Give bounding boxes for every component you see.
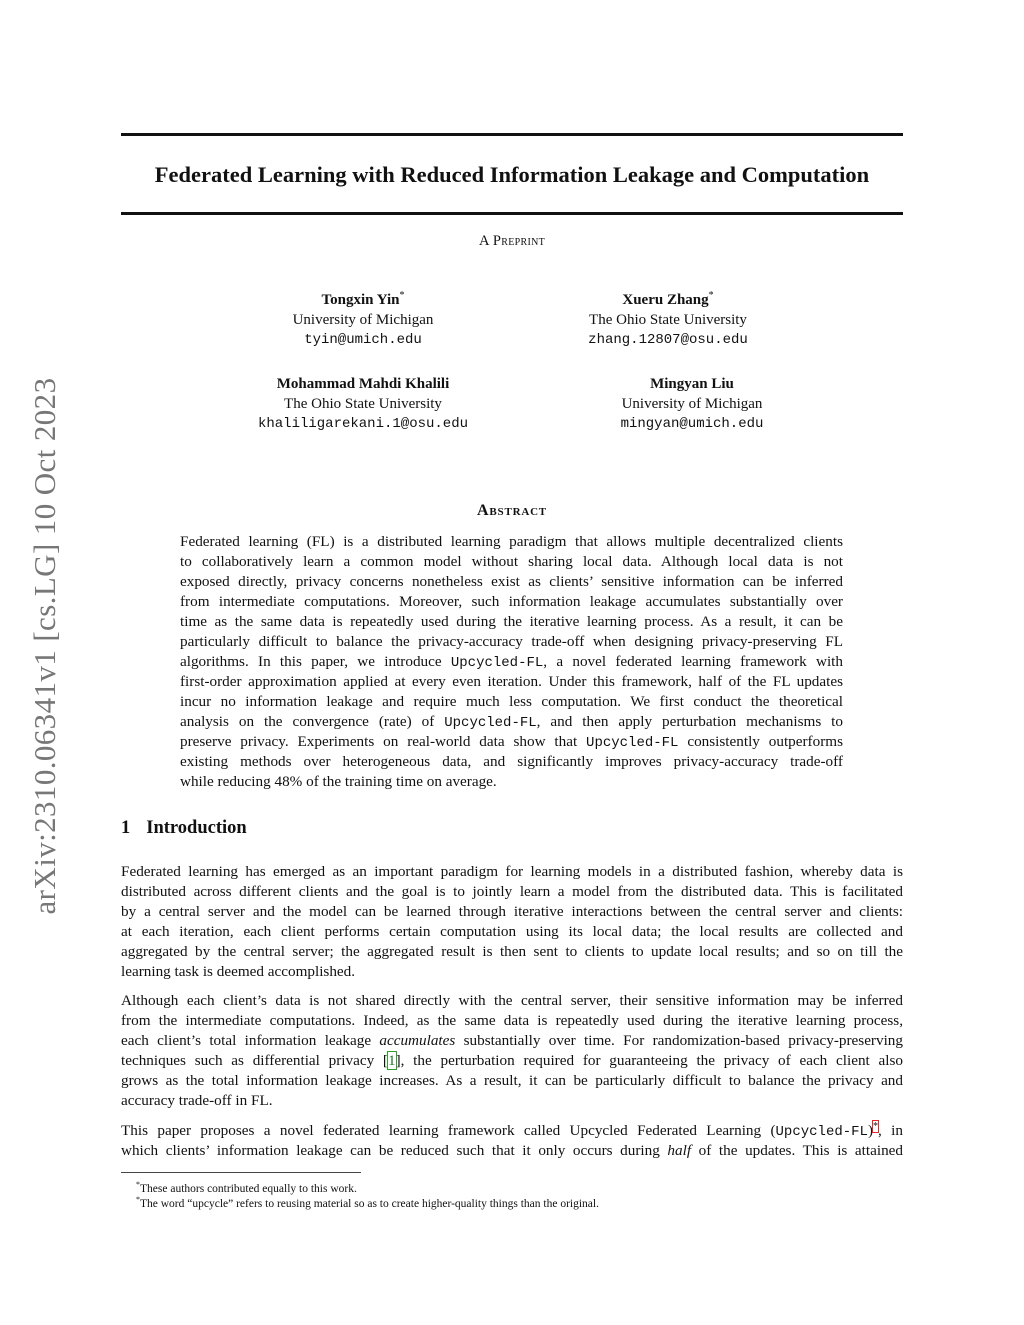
text-segment: , in: [878, 1122, 903, 1139]
text-segment: from the intermediate computations. Indeed, as the same data is repeatedly used during the iterative learning process,: [121, 1012, 903, 1029]
title-rule-bottom: [121, 212, 903, 215]
text-line: [121, 862, 903, 882]
text-segment: preserve privacy. Experiments on real-world data show that: [180, 733, 587, 750]
text-line: [121, 902, 903, 922]
section-heading: [121, 818, 263, 839]
text-segment: time as the same data is repeatedly used during the iterative learning process. As a result, it can be: [180, 613, 843, 630]
text-line: [180, 712, 843, 732]
text-segment: Federated learning has emerged as an important paradigm for learning models in a distributed fashion, whereby data is: [121, 863, 903, 880]
text-segment: half: [667, 1142, 692, 1159]
footnote: [136, 1193, 599, 1211]
text-line: [180, 732, 843, 752]
text-segment: algorithms. In this paper, we introduce: [180, 653, 451, 670]
text-line: [121, 882, 903, 902]
text-segment: each client’s total information leakage: [121, 1032, 380, 1049]
text-line: [180, 532, 843, 552]
text-line: [180, 612, 843, 632]
text-segment: Upcycled-FL: [450, 655, 544, 671]
text-segment: particularly difficult to balance the privacy-accuracy trade-off when designing privacy-preserving FL: [180, 633, 843, 650]
author-block: [193, 286, 533, 350]
text-segment: by a central server and the model can be learned through iterative interactions between the central server and clients:: [121, 903, 903, 920]
footnote-rule: [121, 1172, 361, 1173]
text-segment: from intermediate computations. Moreover, such information leakage accumulates substantially over: [180, 593, 843, 610]
text-segment: This paper proposes a novel federated learning framework called Upcycled Federated Learning (: [121, 1122, 776, 1139]
text-segment: distributed across different clients and the goal is to jointly learn a model from the distributed data. This is facilitated: [121, 883, 903, 900]
text-line: [180, 692, 843, 712]
author-name: Mingyan Liu: [650, 376, 734, 392]
text-line: [180, 752, 843, 772]
text-line: [180, 772, 843, 792]
footnote-text: The word “upcycle” refers to reusing material so as to create higher-quality things than the original.: [140, 1197, 599, 1210]
author-affiliation: The Ohio State University: [284, 396, 442, 412]
section-title: Introduction: [146, 818, 247, 838]
author-block: [522, 374, 862, 434]
text-line: [180, 572, 843, 592]
text-line: [121, 922, 903, 942]
text-line: [180, 632, 843, 652]
text-line: [180, 552, 843, 572]
author-name: Xueru Zhang: [622, 292, 709, 308]
text-segment: ], the perturbation required for guaranteeing the privacy of each client also: [395, 1052, 903, 1069]
section-number: 1: [121, 818, 131, 838]
footnote-link[interactable]: *: [873, 1120, 879, 1132]
text-segment: which clients’ information leakage can be reduced such that it only occurs during: [121, 1142, 668, 1159]
text-segment: consistently outperforms: [678, 733, 843, 750]
text-segment: ): [867, 1122, 874, 1139]
paper-title: Federated Learning with Reduced Information Leakage and Computation: [154, 162, 870, 187]
preprint-label: A Preprint: [478, 233, 546, 249]
author-name: Mohammad Mahdi Khalili: [276, 376, 450, 392]
author-mark: *: [708, 290, 714, 301]
text-segment: aggregated by the central server; the aggregated result is then sent to clients to update local results; and so on till the: [121, 943, 903, 960]
abstract-heading: Abstract: [477, 502, 547, 519]
text-segment: Federated learning (FL) is a distributed learning paradigm that allows multiple decentralized clients: [180, 533, 843, 550]
text-line: [121, 1031, 903, 1051]
author-name: Tongxin Yin: [321, 292, 400, 308]
text-segment: accuracy trade-off in FL.: [121, 1092, 273, 1109]
author-mark: *: [399, 290, 405, 301]
author-affiliation: The Ohio State University: [589, 312, 747, 328]
text-segment: , a novel federated learning framework with: [543, 653, 843, 670]
text-segment: substantially over time. For randomization-based privacy-preserving: [455, 1032, 903, 1049]
text-segment: of the updates. This is attained: [691, 1142, 904, 1159]
text-line: [121, 1091, 903, 1111]
author-block: [193, 374, 533, 434]
text-segment: analysis on the convergence (rate) of: [180, 713, 445, 730]
text-segment: learning task is deemed accomplished.: [121, 963, 356, 980]
citation-link[interactable]: 1: [387, 1052, 396, 1069]
author-email[interactable]: zhang.12807@osu.edu: [588, 332, 748, 348]
author-email[interactable]: tyin@umich.edu: [304, 332, 422, 348]
text-segment: incur no information leakage and require much less computation. We first conduct the theoretical: [180, 693, 843, 710]
text-line: [180, 652, 843, 672]
author-affiliation: University of Michigan: [292, 312, 434, 328]
text-segment: , and then apply perturbation mechanisms to: [536, 713, 843, 730]
text-segment: Upcycled-FL: [586, 735, 679, 751]
text-line: [121, 1071, 903, 1091]
text-segment: grows as the total information leakage increases. As a result, it can be particularly difficult to balance the privacy and: [121, 1072, 903, 1089]
author-email[interactable]: khaliligarekani.1@osu.edu: [257, 416, 469, 432]
text-segment: techniques such as differential privacy [: [121, 1052, 388, 1069]
text-segment: existing methods over heterogeneous data, and significantly improves privacy-accuracy trade-off: [180, 753, 843, 770]
text-segment: Although each client’s data is not shared directly with the central server, their sensitive information may be inferred: [121, 992, 903, 1009]
text-segment: Upcycled-FL: [775, 1124, 868, 1140]
footnote-mark: *: [136, 1180, 140, 1189]
text-segment: Upcycled-FL: [444, 715, 537, 731]
text-segment: at each iteration, each client performs certain computation using its local data; the local results are collected and: [121, 923, 903, 940]
text-line: [121, 1141, 903, 1161]
text-line: [121, 1121, 903, 1141]
text-line: [180, 672, 843, 692]
text-line: [121, 962, 903, 982]
footnote-text: These authors contributed equally to this work.: [140, 1182, 357, 1195]
text-line: [180, 592, 843, 612]
author-affiliation: University of Michigan: [621, 396, 763, 412]
text-segment: accumulates: [379, 1032, 456, 1049]
author-email[interactable]: mingyan@umich.edu: [620, 416, 764, 432]
text-segment: to collaboratively learn a common model without sharing local data. Although local data is not: [180, 553, 843, 570]
text-segment: exposed directly, privacy concerns nonetheless exist as clients’ sensitive information can be inferred: [180, 573, 843, 590]
author-block: [498, 286, 838, 350]
text-segment: while reducing 48% of the training time on average.: [180, 773, 497, 790]
arxiv-stamp: arXiv:2310.06341v1 [cs.LG] 10 Oct 2023: [27, 377, 62, 915]
title-rule-top: [121, 133, 903, 136]
text-line: [121, 942, 903, 962]
text-line: [121, 1011, 903, 1031]
text-line: [121, 991, 903, 1011]
text-line: [121, 1051, 903, 1071]
footnote-mark: *: [136, 1195, 140, 1204]
text-segment: first-order approximation applied at every even iteration. Under this framework, half of the FL updates: [180, 673, 843, 690]
